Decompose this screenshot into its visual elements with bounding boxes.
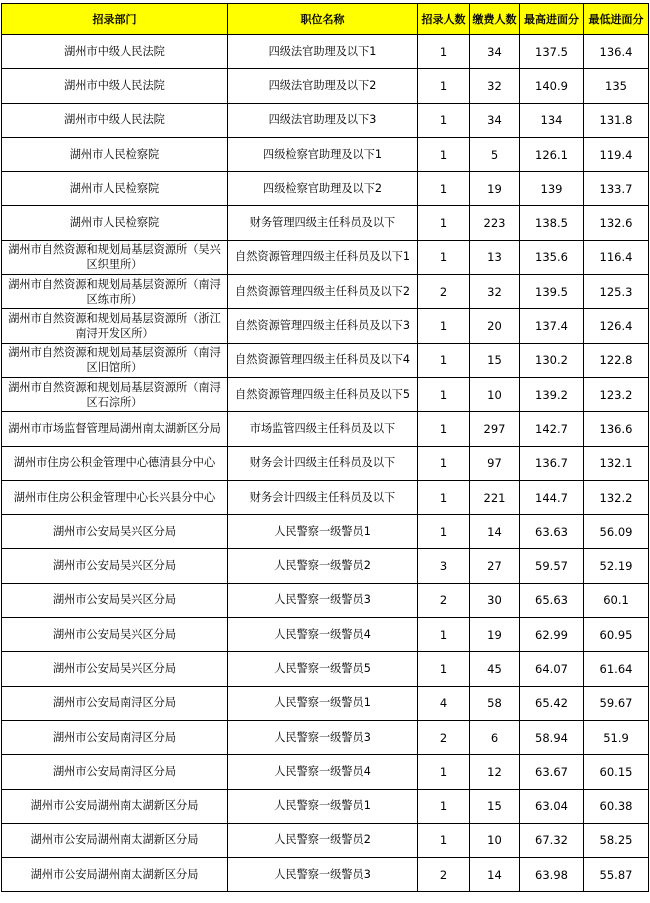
cell-max-score: 134 bbox=[520, 103, 584, 137]
cell-max-score: 139.5 bbox=[520, 275, 584, 309]
cell-department: 湖州市公安局吴兴区分局 bbox=[2, 652, 228, 686]
cell-min-score: 126.4 bbox=[584, 309, 649, 343]
cell-hire-count: 1 bbox=[418, 446, 470, 480]
cell-position: 人民警察一级警员1 bbox=[228, 515, 418, 549]
cell-department: 湖州市自然资源和规划局基层资源所（浙江南浔开发区所） bbox=[2, 309, 228, 343]
cell-hire-count: 1 bbox=[418, 240, 470, 274]
cell-min-score: 116.4 bbox=[584, 240, 649, 274]
cell-hire-count: 2 bbox=[418, 275, 470, 309]
cell-department: 湖州市公安局吴兴区分局 bbox=[2, 549, 228, 583]
cell-department: 湖州市公安局吴兴区分局 bbox=[2, 583, 228, 617]
cell-department: 湖州市自然资源和规划局基层资源所（南浔区旧馆所） bbox=[2, 343, 228, 377]
cell-paid-count: 32 bbox=[470, 275, 520, 309]
cell-position: 人民警察一级警员3 bbox=[228, 858, 418, 892]
cell-min-score: 58.25 bbox=[584, 823, 649, 857]
cell-position: 财务管理四级主任科员及以下 bbox=[228, 206, 418, 240]
cell-min-score: 51.9 bbox=[584, 720, 649, 754]
cell-department: 湖州市公安局吴兴区分局 bbox=[2, 515, 228, 549]
cell-hire-count: 1 bbox=[418, 172, 470, 206]
cell-max-score: 62.99 bbox=[520, 618, 584, 652]
cell-min-score: 133.7 bbox=[584, 172, 649, 206]
cell-min-score: 132.6 bbox=[584, 206, 649, 240]
cell-position: 人民警察一级警员4 bbox=[228, 618, 418, 652]
cell-paid-count: 45 bbox=[470, 652, 520, 686]
cell-max-score: 63.04 bbox=[520, 789, 584, 823]
cell-hire-count: 1 bbox=[418, 412, 470, 446]
cell-paid-count: 58 bbox=[470, 686, 520, 720]
table-row bbox=[2, 137, 649, 171]
cell-paid-count: 10 bbox=[470, 377, 520, 411]
header-min-score: 最低进面分 bbox=[584, 4, 649, 35]
cell-paid-count: 13 bbox=[470, 240, 520, 274]
cell-min-score: 136.6 bbox=[584, 412, 649, 446]
cell-department: 湖州市公安局南浔区分局 bbox=[2, 720, 228, 754]
cell-hire-count: 1 bbox=[418, 69, 470, 103]
cell-max-score: 139.2 bbox=[520, 377, 584, 411]
table-row bbox=[2, 309, 649, 343]
cell-paid-count: 27 bbox=[470, 549, 520, 583]
cell-department: 湖州市公安局南浔区分局 bbox=[2, 686, 228, 720]
cell-paid-count: 34 bbox=[470, 103, 520, 137]
cell-paid-count: 10 bbox=[470, 823, 520, 857]
table-row bbox=[2, 206, 649, 240]
cell-hire-count: 3 bbox=[418, 549, 470, 583]
table-row bbox=[2, 480, 649, 514]
cell-department: 湖州市公安局湖州南太湖新区分局 bbox=[2, 858, 228, 892]
table-body bbox=[2, 35, 649, 892]
table-row bbox=[2, 652, 649, 686]
cell-max-score: 136.7 bbox=[520, 446, 584, 480]
cell-min-score: 60.15 bbox=[584, 755, 649, 789]
cell-paid-count: 32 bbox=[470, 69, 520, 103]
cell-hire-count: 1 bbox=[418, 137, 470, 171]
cell-max-score: 63.98 bbox=[520, 858, 584, 892]
table-row bbox=[2, 686, 649, 720]
header-paid-count: 缴费人数 bbox=[470, 4, 520, 35]
cell-department: 湖州市中级人民法院 bbox=[2, 69, 228, 103]
cell-hire-count: 1 bbox=[418, 823, 470, 857]
cell-position: 人民警察一级警员5 bbox=[228, 652, 418, 686]
cell-max-score: 65.42 bbox=[520, 686, 584, 720]
cell-max-score: 130.2 bbox=[520, 343, 584, 377]
cell-paid-count: 12 bbox=[470, 755, 520, 789]
table-row bbox=[2, 69, 649, 103]
cell-position: 四级法官助理及以下1 bbox=[228, 35, 418, 69]
cell-min-score: 60.38 bbox=[584, 789, 649, 823]
cell-min-score: 60.95 bbox=[584, 618, 649, 652]
cell-hire-count: 1 bbox=[418, 652, 470, 686]
table-row bbox=[2, 755, 649, 789]
cell-hire-count: 1 bbox=[418, 206, 470, 240]
cell-min-score: 122.8 bbox=[584, 343, 649, 377]
cell-position: 人民警察一级警员2 bbox=[228, 549, 418, 583]
cell-paid-count: 19 bbox=[470, 618, 520, 652]
cell-position: 自然资源管理四级主任科员及以下1 bbox=[228, 240, 418, 274]
cell-position: 财务会计四级主任科员及以下 bbox=[228, 480, 418, 514]
cell-hire-count: 1 bbox=[418, 343, 470, 377]
cell-min-score: 132.1 bbox=[584, 446, 649, 480]
cell-max-score: 139 bbox=[520, 172, 584, 206]
cell-position: 自然资源管理四级主任科员及以下2 bbox=[228, 275, 418, 309]
cell-position: 人民警察一级警员1 bbox=[228, 789, 418, 823]
cell-hire-count: 1 bbox=[418, 35, 470, 69]
cell-paid-count: 297 bbox=[470, 412, 520, 446]
cell-position: 四级检察官助理及以下2 bbox=[228, 172, 418, 206]
cell-hire-count: 2 bbox=[418, 720, 470, 754]
cell-max-score: 142.7 bbox=[520, 412, 584, 446]
cell-paid-count: 223 bbox=[470, 206, 520, 240]
cell-position: 财务会计四级主任科员及以下 bbox=[228, 446, 418, 480]
cell-min-score: 61.64 bbox=[584, 652, 649, 686]
cell-max-score: 137.5 bbox=[520, 35, 584, 69]
cell-paid-count: 30 bbox=[470, 583, 520, 617]
cell-hire-count: 1 bbox=[418, 377, 470, 411]
cell-hire-count: 1 bbox=[418, 103, 470, 137]
header-position: 职位名称 bbox=[228, 4, 418, 35]
cell-max-score: 126.1 bbox=[520, 137, 584, 171]
header-hire-count: 招录人数 bbox=[418, 4, 470, 35]
cell-paid-count: 221 bbox=[470, 480, 520, 514]
cell-max-score: 64.07 bbox=[520, 652, 584, 686]
cell-paid-count: 20 bbox=[470, 309, 520, 343]
table-row bbox=[2, 720, 649, 754]
cell-min-score: 60.1 bbox=[584, 583, 649, 617]
cell-hire-count: 1 bbox=[418, 480, 470, 514]
cell-paid-count: 15 bbox=[470, 789, 520, 823]
table-row bbox=[2, 789, 649, 823]
cell-paid-count: 14 bbox=[470, 515, 520, 549]
table-row bbox=[2, 823, 649, 857]
cell-min-score: 135 bbox=[584, 69, 649, 103]
cell-position: 人民警察一级警员1 bbox=[228, 686, 418, 720]
cell-department: 湖州市公安局湖州南太湖新区分局 bbox=[2, 789, 228, 823]
cell-position: 人民警察一级警员3 bbox=[228, 583, 418, 617]
table-row bbox=[2, 35, 649, 69]
cell-max-score: 63.67 bbox=[520, 755, 584, 789]
cell-position: 市场监管四级主任科员及以下 bbox=[228, 412, 418, 446]
cell-department: 湖州市住房公积金管理中心德清县分中心 bbox=[2, 446, 228, 480]
cell-hire-count: 2 bbox=[418, 858, 470, 892]
table-row bbox=[2, 858, 649, 892]
cell-hire-count: 4 bbox=[418, 686, 470, 720]
cell-paid-count: 97 bbox=[470, 446, 520, 480]
cell-min-score: 131.8 bbox=[584, 103, 649, 137]
table-header bbox=[2, 4, 649, 35]
cell-department: 湖州市人民检察院 bbox=[2, 206, 228, 240]
cell-max-score: 138.5 bbox=[520, 206, 584, 240]
cell-department: 湖州市自然资源和规划局基层资源所（南浔区练市所） bbox=[2, 275, 228, 309]
cell-max-score: 67.32 bbox=[520, 823, 584, 857]
cell-min-score: 136.4 bbox=[584, 35, 649, 69]
table-row bbox=[2, 618, 649, 652]
table-row bbox=[2, 515, 649, 549]
cell-hire-count: 1 bbox=[418, 309, 470, 343]
cell-department: 湖州市住房公积金管理中心长兴县分中心 bbox=[2, 480, 228, 514]
table-row bbox=[2, 103, 649, 137]
cell-paid-count: 15 bbox=[470, 343, 520, 377]
cell-min-score: 56.09 bbox=[584, 515, 649, 549]
cell-position: 自然资源管理四级主任科员及以下5 bbox=[228, 377, 418, 411]
table-row bbox=[2, 446, 649, 480]
cell-max-score: 135.6 bbox=[520, 240, 584, 274]
cell-position: 人民警察一级警员3 bbox=[228, 720, 418, 754]
cell-department: 湖州市公安局吴兴区分局 bbox=[2, 618, 228, 652]
cell-max-score: 144.7 bbox=[520, 480, 584, 514]
header-department: 招录部门 bbox=[2, 4, 228, 35]
table-row bbox=[2, 377, 649, 411]
cell-paid-count: 14 bbox=[470, 858, 520, 892]
cell-department: 湖州市市场监督管理局湖州南太湖新区分局 bbox=[2, 412, 228, 446]
cell-min-score: 52.19 bbox=[584, 549, 649, 583]
cell-department: 湖州市公安局湖州南太湖新区分局 bbox=[2, 823, 228, 857]
table-row bbox=[2, 240, 649, 274]
cell-paid-count: 6 bbox=[470, 720, 520, 754]
cell-department: 湖州市人民检察院 bbox=[2, 172, 228, 206]
cell-max-score: 137.4 bbox=[520, 309, 584, 343]
table-row bbox=[2, 172, 649, 206]
cell-min-score: 125.3 bbox=[584, 275, 649, 309]
cell-min-score: 132.2 bbox=[584, 480, 649, 514]
cell-paid-count: 34 bbox=[470, 35, 520, 69]
cell-min-score: 59.67 bbox=[584, 686, 649, 720]
table-row bbox=[2, 583, 649, 617]
cell-max-score: 65.63 bbox=[520, 583, 584, 617]
cell-max-score: 58.94 bbox=[520, 720, 584, 754]
cell-hire-count: 1 bbox=[418, 755, 470, 789]
cell-position: 自然资源管理四级主任科员及以下4 bbox=[228, 343, 418, 377]
cell-department: 湖州市公安局南浔区分局 bbox=[2, 755, 228, 789]
recruitment-table bbox=[1, 3, 649, 892]
cell-department: 湖州市自然资源和规划局基层资源所（南浔区石淙所） bbox=[2, 377, 228, 411]
header-row bbox=[2, 4, 649, 35]
cell-position: 自然资源管理四级主任科员及以下3 bbox=[228, 309, 418, 343]
cell-position: 四级法官助理及以下3 bbox=[228, 103, 418, 137]
table-row bbox=[2, 343, 649, 377]
cell-max-score: 63.63 bbox=[520, 515, 584, 549]
cell-department: 湖州市中级人民法院 bbox=[2, 35, 228, 69]
cell-hire-count: 1 bbox=[418, 618, 470, 652]
cell-min-score: 55.87 bbox=[584, 858, 649, 892]
table-row bbox=[2, 275, 649, 309]
cell-position: 四级检察官助理及以下1 bbox=[228, 137, 418, 171]
cell-department: 湖州市中级人民法院 bbox=[2, 103, 228, 137]
cell-position: 四级法官助理及以下2 bbox=[228, 69, 418, 103]
cell-position: 人民警察一级警员4 bbox=[228, 755, 418, 789]
cell-hire-count: 2 bbox=[418, 583, 470, 617]
cell-department: 湖州市人民检察院 bbox=[2, 137, 228, 171]
cell-position: 人民警察一级警员2 bbox=[228, 823, 418, 857]
cell-max-score: 140.9 bbox=[520, 69, 584, 103]
cell-paid-count: 5 bbox=[470, 137, 520, 171]
cell-hire-count: 1 bbox=[418, 515, 470, 549]
table-row bbox=[2, 412, 649, 446]
cell-paid-count: 19 bbox=[470, 172, 520, 206]
cell-min-score: 123.2 bbox=[584, 377, 649, 411]
table-row bbox=[2, 549, 649, 583]
cell-min-score: 119.4 bbox=[584, 137, 649, 171]
cell-hire-count: 1 bbox=[418, 789, 470, 823]
cell-department: 湖州市自然资源和规划局基层资源所（吴兴区织里所） bbox=[2, 240, 228, 274]
header-max-score: 最高进面分 bbox=[520, 4, 584, 35]
cell-max-score: 59.57 bbox=[520, 549, 584, 583]
